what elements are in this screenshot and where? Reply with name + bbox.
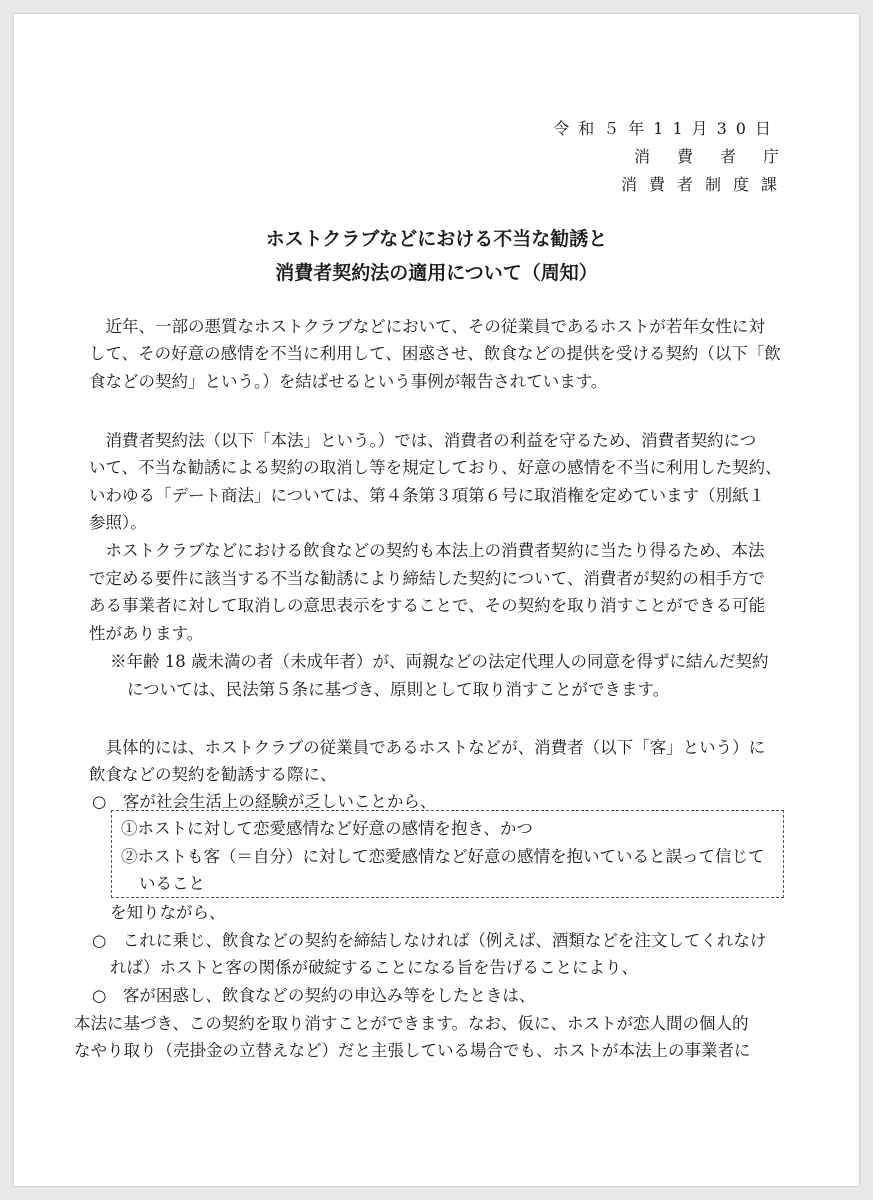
p3-line-2: で定める要件に該当する不当な勧誘により締結した契約について、消費者が契約の相手方で — [89, 569, 765, 588]
p3-line-1: ホストクラブなどにおける飲食などの契約も本法上の消費者契約に当たり得るため、本法 — [89, 541, 765, 560]
title-line-2: 消費者契約法の適用について（周知） — [275, 262, 598, 284]
list-item-1: ○ 客が社会生活上の経験が乏しいことから、 — [92, 792, 437, 811]
date-line: 令和５年11月30日 — [553, 119, 780, 138]
note-line-2: については、民法第５条に基づき、原則として取り消すことができます。 — [127, 680, 670, 699]
list-item-2-line-2: れば）ホストと客の関係が破綻することになる旨を告げることにより、 — [110, 958, 638, 977]
division-name: 消費者制度課 — [620, 175, 789, 194]
p5-line-2: なやり取り（売掛金の立替えなど）だと主張している場合でも、ホストが本法上の事業者に — [74, 1041, 751, 1060]
knowing-line: を知りながら、 — [110, 903, 226, 922]
p2-line-3: いわゆる「デート商法」については、第４条第３項第６号に取消権を定めています（別紙１ — [89, 486, 766, 505]
title-line-1: ホストクラブなどにおける不当な勧誘と — [265, 228, 608, 250]
list-item-2-line-1: ○ これに乗じ、飲食などの契約を締結しなければ（例えば、酒類などを注文してくれなけ — [92, 931, 767, 950]
p3-line-4: 性があります。 — [89, 624, 204, 643]
p3-line-3: ある事業者に対して取消しの意思表示をすることで、その契約を取り消すことができる可能 — [89, 596, 766, 615]
p1-line-1: 近年、一部の悪質なホストクラブなどにおいて、その従業員であるホストが若年女性に対 — [89, 317, 765, 336]
p1-line-2: して、その好意の感情を不当に利用して、困惑させ、飲食などの提供を受ける契約（以下「飲 — [89, 344, 781, 363]
p2-line-2: いて、不当な勧誘による契約の取消し等を規定しており、好意の感情を不当に利用した契約、 — [89, 458, 782, 477]
box-line-3: いること — [139, 874, 205, 893]
p2-line-4: 参照）。 — [89, 513, 147, 532]
box-line-1: ①ホストに対して恋愛感情など好意の感情を抱き、かつ — [121, 819, 533, 838]
p4-line-2: 飲食などの契約を勧誘する際に、 — [89, 765, 337, 784]
box-line-2: ②ホストも客（＝自分）に対して恋愛感情など好意の感情を抱いていると誤って信じて — [121, 847, 765, 866]
agency-name: 消費者庁 — [633, 147, 806, 166]
document-page — [14, 14, 859, 1186]
p4-line-1: 具体的には、ホストクラブの従業員であるホストなどが、消費者（以下「客」という）に — [89, 738, 766, 757]
p5-line-1: 本法に基づき、この契約を取り消すことができます。なお、仮に、ホストが恋人間の個人的 — [74, 1014, 749, 1033]
note-line-1: ※年齢 18 歳未満の者（未成年者）が、両親などの法定代理人の同意を得ずに結んだ契約 — [110, 652, 769, 671]
p2-line-1: 消費者契約法（以下「本法」という。）では、消費者の利益を守るため、消費者契約につ — [89, 431, 757, 450]
p1-line-3: 食などの契約」という。）を結ばせるという事例が報告されています。 — [89, 372, 608, 391]
list-item-3: ○ 客が困惑し、飲食などの契約の申込み等をしたときは、 — [92, 986, 536, 1005]
